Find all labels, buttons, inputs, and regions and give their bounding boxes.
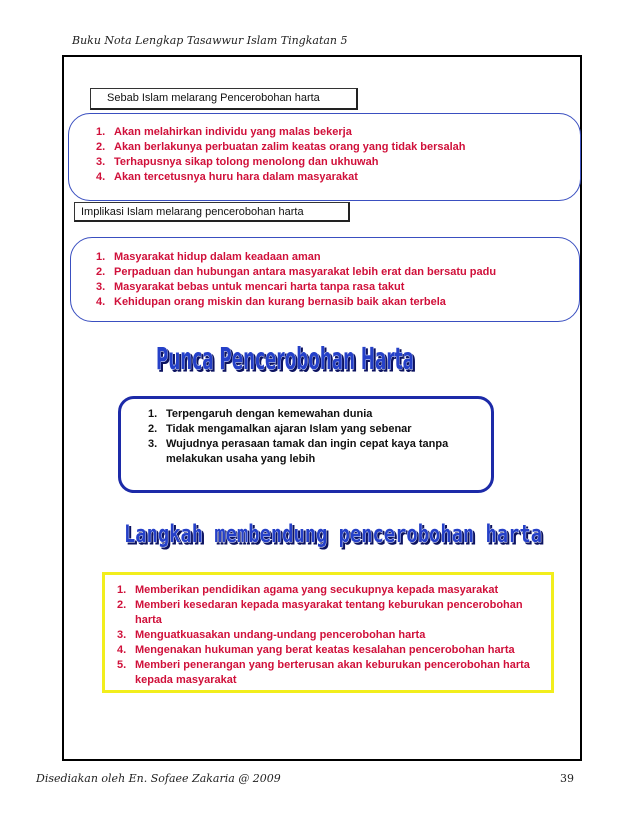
page-number: 39 [560,772,574,785]
list-item: 1. Akan melahirkan individu yang malas bekerja [96,126,352,138]
list-item: 3. Terhapusnya sikap tolong menolong dan ukhuwah [96,156,379,168]
list-item: 1. Masyarakat hidup dalam keadaan aman [96,251,321,263]
list-item: 1. Terpengaruh dengan kemewahan dunia [148,408,373,420]
list-item: 3. Wujudnya perasaan tamak dan ingin cepat kaya tanpa melakukan usaha yang lebih [148,438,449,465]
list-item: 5. Memberi penerangan yang berterusan akan keburukan pencerobohan harta kepada masyarakat [117,659,530,686]
implikasi-list [96,250,496,310]
page-header: Buku Nota Lengkap Tasawwur Islam Tingkatan 5 [72,34,348,47]
punca-title: Punca Pencerobohan Harta [156,342,414,377]
langkah-title: Langkah membendung pencerobohan harta [124,520,542,548]
list-item: 1. Memberikan pendidikan agama yang secukupnya kepada masyarakat [117,584,499,596]
list-item: 2. Memberi kesedaran kepada masyarakat tentang keburukan pencerobohan harta [117,599,523,626]
langkah-list [117,583,547,688]
sebab-label: Sebab Islam melarang Pencerobohan harta [90,88,358,110]
list-item: 3. Menguatkuasakan undang-undang pencerobohan harta [117,629,426,641]
footer-credit: Disediakan oleh En. Sofaee Zakaria @ 2009 [36,772,281,785]
list-item: 4. Akan tercetusnya huru hara dalam masyarakat [96,171,358,183]
list-item: 3. Masyarakat bebas untuk mencari harta tanpa rasa takut [96,281,405,293]
punca-list [148,407,478,467]
implikasi-label: Implikasi Islam melarang pencerobohan harta [74,202,350,222]
list-item: 4. Mengenakan hukuman yang berat keatas kesalahan pencerobohan harta [117,644,515,656]
list-item: 2. Perpaduan dan hubungan antara masyarakat lebih erat dan bersatu padu [96,266,497,278]
list-item: 2. Akan berlakunya perbuatan zalim keatas orang yang tidak bersalah [96,141,466,153]
list-item: 4. Kehidupan orang miskin dan kurang bernasib baik akan terbela [96,296,446,308]
punca-title-art [150,325,420,385]
langkah-title-art [118,510,548,554]
sebab-list [96,125,466,185]
list-item: 2. Tidak mengamalkan ajaran Islam yang sebenar [148,423,412,435]
